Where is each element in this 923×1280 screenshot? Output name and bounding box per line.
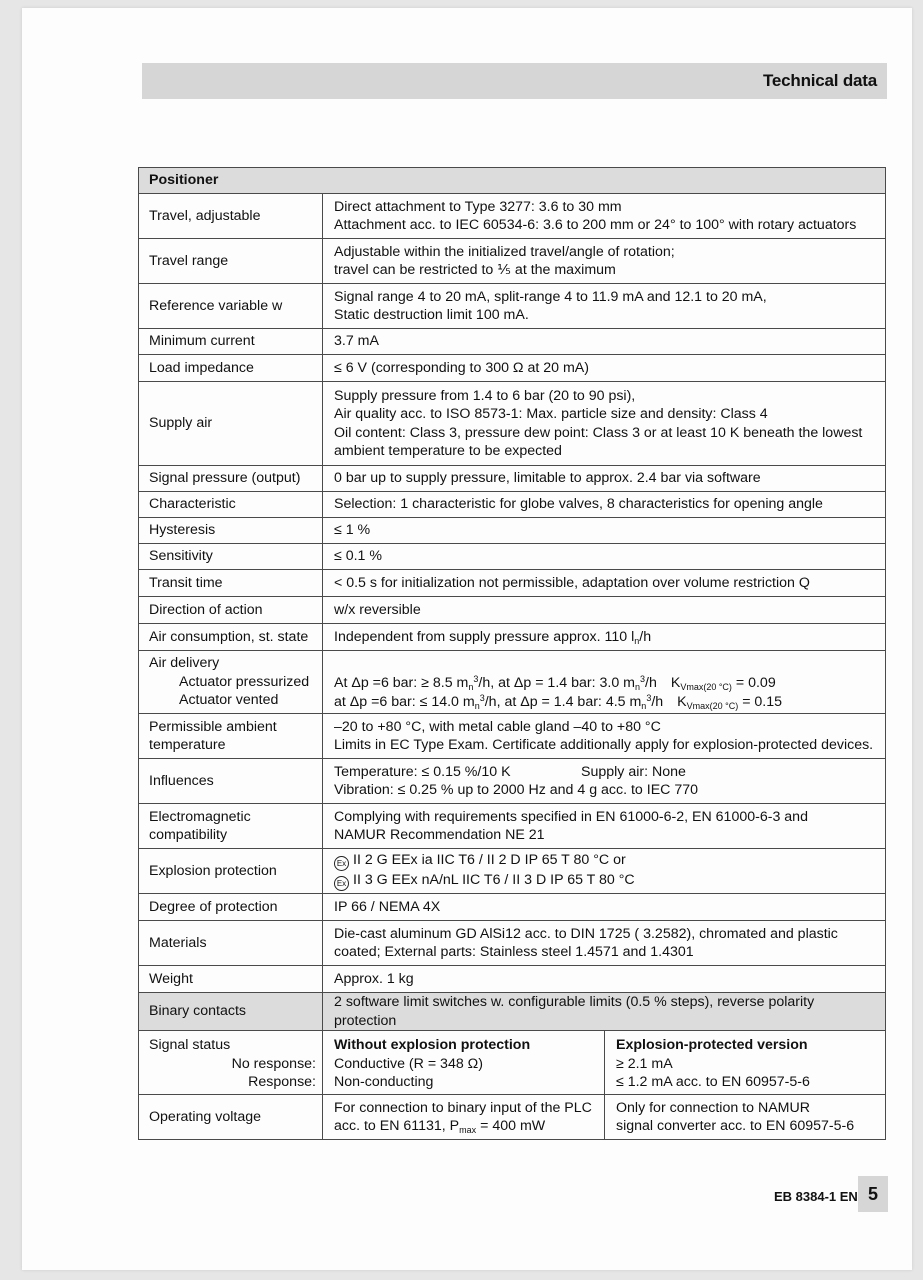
row-value: < 0.5 s for initialization not permissible, adaptation over volume restriction Q (323, 570, 886, 597)
value-line: Direct attachment to Type 3277: 3.6 to 30 mm (334, 198, 622, 215)
value-line: Adjustable within the initialized travel/angle of rotation; (334, 243, 675, 260)
ex-hexagon-icon: Ex (334, 856, 349, 871)
row-label: Supply air (139, 382, 323, 466)
value-line: Non-conducting (334, 1074, 434, 1090)
row-value (323, 1095, 605, 1140)
technical-data-table (138, 167, 886, 1140)
row-value (323, 651, 886, 714)
value-line: For connection to binary input of the PLC (334, 1099, 592, 1116)
row-label: Minimum current (139, 329, 323, 355)
row-label: Degree of protection (139, 894, 323, 921)
row-value (323, 194, 886, 239)
table-row (139, 355, 886, 382)
row-label: Sensitivity (139, 544, 323, 570)
row-label: Transit time (139, 570, 323, 597)
row-label: Travel range (139, 239, 323, 284)
row-label: Hysteresis (139, 518, 323, 544)
value-line: Supply pressure from 1.4 to 6 bar (20 to 90 psi), (334, 387, 636, 404)
column-heading: Without explosion protection (334, 1037, 531, 1053)
value-line: signal converter acc. to EN 60957-5-6 (616, 1118, 855, 1134)
row-label: Travel, adjustable (139, 194, 323, 239)
row-label: Direction of action (139, 597, 323, 624)
row-value (323, 382, 886, 466)
row-label: Reference variable w (139, 284, 323, 329)
row-value (323, 804, 886, 849)
row-value: Selection: 1 characteristic for globe valves, 8 characteristics for opening angle (323, 492, 886, 518)
value-text: /h (639, 628, 652, 645)
value-line: Limits in EC Type Exam. Certificate additionally apply for explosion-protected devices. (334, 737, 874, 753)
value-line: Conductive (R = 348 Ω) (334, 1055, 484, 1072)
table-row (139, 921, 886, 966)
row-value (323, 759, 886, 804)
row-label: Binary contacts (139, 993, 323, 1031)
row-value: ≤ 1 % (323, 518, 886, 544)
value-line: Die-cast aluminum GD AlSi12 acc. to DIN 1725 ( 3.2582), chromated and plastic (334, 925, 838, 942)
row-value (605, 1095, 886, 1140)
row-value (323, 849, 886, 894)
row-value (323, 624, 886, 651)
table-row (139, 597, 886, 624)
row-value (605, 1031, 886, 1095)
value-line: at Δp =6 bar: ≤ 14.0 $m_n^3/h$, at Δp = 1.4 bar: 4.5 $m_n^3/h$ $K_{Vmax(20 ^\circ C)} = 0.15$ (334, 692, 783, 711)
row-value: IP 66 / NEMA 4X (323, 894, 886, 921)
row-label: Materials (139, 921, 323, 966)
table-row (139, 849, 886, 894)
table-row (139, 1031, 886, 1095)
table-row (139, 714, 886, 759)
row-value: 2 software limit switches w. configurable limits (0.5 % steps), reverse polarity protection (323, 993, 886, 1031)
table-row (139, 651, 886, 714)
row-label: Explosion protection (139, 849, 323, 894)
table-row (139, 168, 886, 194)
row-label: Influences (139, 759, 323, 804)
row-label (139, 1031, 323, 1095)
value-line: Static destruction limit 100 mA. (334, 307, 529, 323)
label-line: Actuator vented (179, 692, 279, 709)
table-row (139, 570, 886, 597)
value-line: Oil content: Class 3, pressure dew point: Class 3 or at least 10 K beneath the lowest (334, 424, 863, 441)
value-line: acc. to EN 61131, $P_{max} = 400$ mW (334, 1118, 546, 1135)
ex-hexagon-icon: Ex (334, 876, 349, 891)
value-line: coated; External parts: Stainless steel 1.4571 and 1.4301 (334, 944, 694, 960)
value-text: Independent from supply pressure approx. 110 l (334, 628, 635, 645)
page-title: Technical data (762, 71, 877, 90)
table-row (139, 382, 886, 466)
table-row (139, 492, 886, 518)
document-page (22, 8, 912, 1270)
row-value (323, 714, 886, 759)
row-label: Weight (139, 966, 323, 993)
row-label (139, 651, 323, 714)
value-line: ≤ 1.2 mA acc. to EN 60957-5-6 (616, 1074, 810, 1090)
table-row (139, 239, 886, 284)
label-line: Response: (248, 1074, 316, 1090)
table-row (139, 1095, 886, 1140)
table-row (139, 894, 886, 921)
table-row (139, 466, 886, 492)
row-value: 0 bar up to supply pressure, limitable to approx. 2.4 bar via software (323, 466, 886, 492)
label-line: No response: (231, 1055, 316, 1072)
row-label (139, 714, 323, 759)
label-line: Signal status (149, 1037, 231, 1053)
table-row (139, 993, 886, 1031)
row-value (323, 1031, 605, 1095)
row-label: Air consumption, st. state (139, 624, 323, 651)
table-row (139, 518, 886, 544)
row-value: 3.7 mA (323, 329, 886, 355)
section-heading: Positioner (139, 168, 886, 194)
row-label (139, 804, 323, 849)
value-line: NAMUR Recommendation NE 21 (334, 827, 545, 843)
row-value: ≤ 6 V (corresponding to 300 Ω at 20 mA) (323, 355, 886, 382)
label-line: Air delivery (149, 655, 220, 672)
table-row (139, 759, 886, 804)
row-value (323, 239, 886, 284)
row-value: ≤ 0.1 % (323, 544, 886, 570)
value-line: Signal range 4 to 20 mA, split-range 4 to 11.9 mA and 12.1 to 20 mA, (334, 288, 767, 305)
value-line: Attachment acc. to IEC 60534-6: 3.6 to 200 mm or 24° to 100° with rotary actuators (334, 217, 857, 233)
value-line: Ex II 2 G EEx ia IIC T6 / II 2 D IP 65 T 80 °C or (334, 851, 879, 871)
table-row (139, 966, 886, 993)
row-label: Load impedance (139, 355, 323, 382)
table-row (139, 284, 886, 329)
label-line: temperature (149, 737, 226, 753)
page-number: 5 (858, 1176, 888, 1212)
value-line: At Δp =6 bar: ≥ 8.5 $m_n^3/h$, at Δp = 1.4 bar: 3.0 $m_n^3/h$ $K_{Vmax(20 ^\circ C)} = 0.09$ (334, 674, 776, 692)
label-line: Actuator pressurized (179, 673, 310, 690)
row-label: Signal pressure (output) (139, 466, 323, 492)
value-line: Only for connection to NAMUR (616, 1099, 810, 1116)
row-label: Operating voltage (139, 1095, 323, 1140)
label-line: Electromagnetic (149, 808, 251, 825)
row-label: Characteristic (139, 492, 323, 518)
value-line: Ex II 3 G EEx nA/nL IIC T6 / II 3 D IP 65 T 80 °C (334, 871, 879, 891)
value-line: Vibration: ≤ 0.25 % up to 2000 Hz and 4 g acc. to IEC 770 (334, 782, 699, 798)
value-line: ambient temperature to be expected (334, 443, 562, 459)
row-value (323, 921, 886, 966)
value-line: Temperature: ≤ 0.15 %/10 K Supply air: None (334, 763, 686, 780)
table-row (139, 804, 886, 849)
table-row (139, 624, 886, 651)
value-line: travel can be restricted to ⅕ at the maximum (334, 262, 616, 278)
row-value (323, 284, 886, 329)
header-bar (142, 63, 887, 99)
label-line: Permissible ambient (149, 718, 277, 735)
table-row (139, 329, 886, 355)
table-row (139, 194, 886, 239)
value-line: Complying with requirements specified in EN 61000-6-2, EN 61000-6-3 and (334, 808, 808, 825)
label-line: compatibility (149, 827, 228, 843)
value-line: ≥ 2.1 mA (616, 1055, 673, 1072)
subscript: n (634, 635, 640, 646)
value-line: Air quality acc. to ISO 8573-1: Max. particle size and density: Class 4 (334, 406, 768, 422)
table-row (139, 544, 886, 570)
value-line: –20 to +80 °C, with metal cable gland –40 to +80 °C (334, 718, 661, 735)
row-value: w/x reversible (323, 597, 886, 624)
document-number: EB 8384-1 EN (774, 1189, 858, 1204)
column-heading: Explosion-protected version (616, 1037, 808, 1053)
row-value: Approx. 1 kg (323, 966, 886, 993)
